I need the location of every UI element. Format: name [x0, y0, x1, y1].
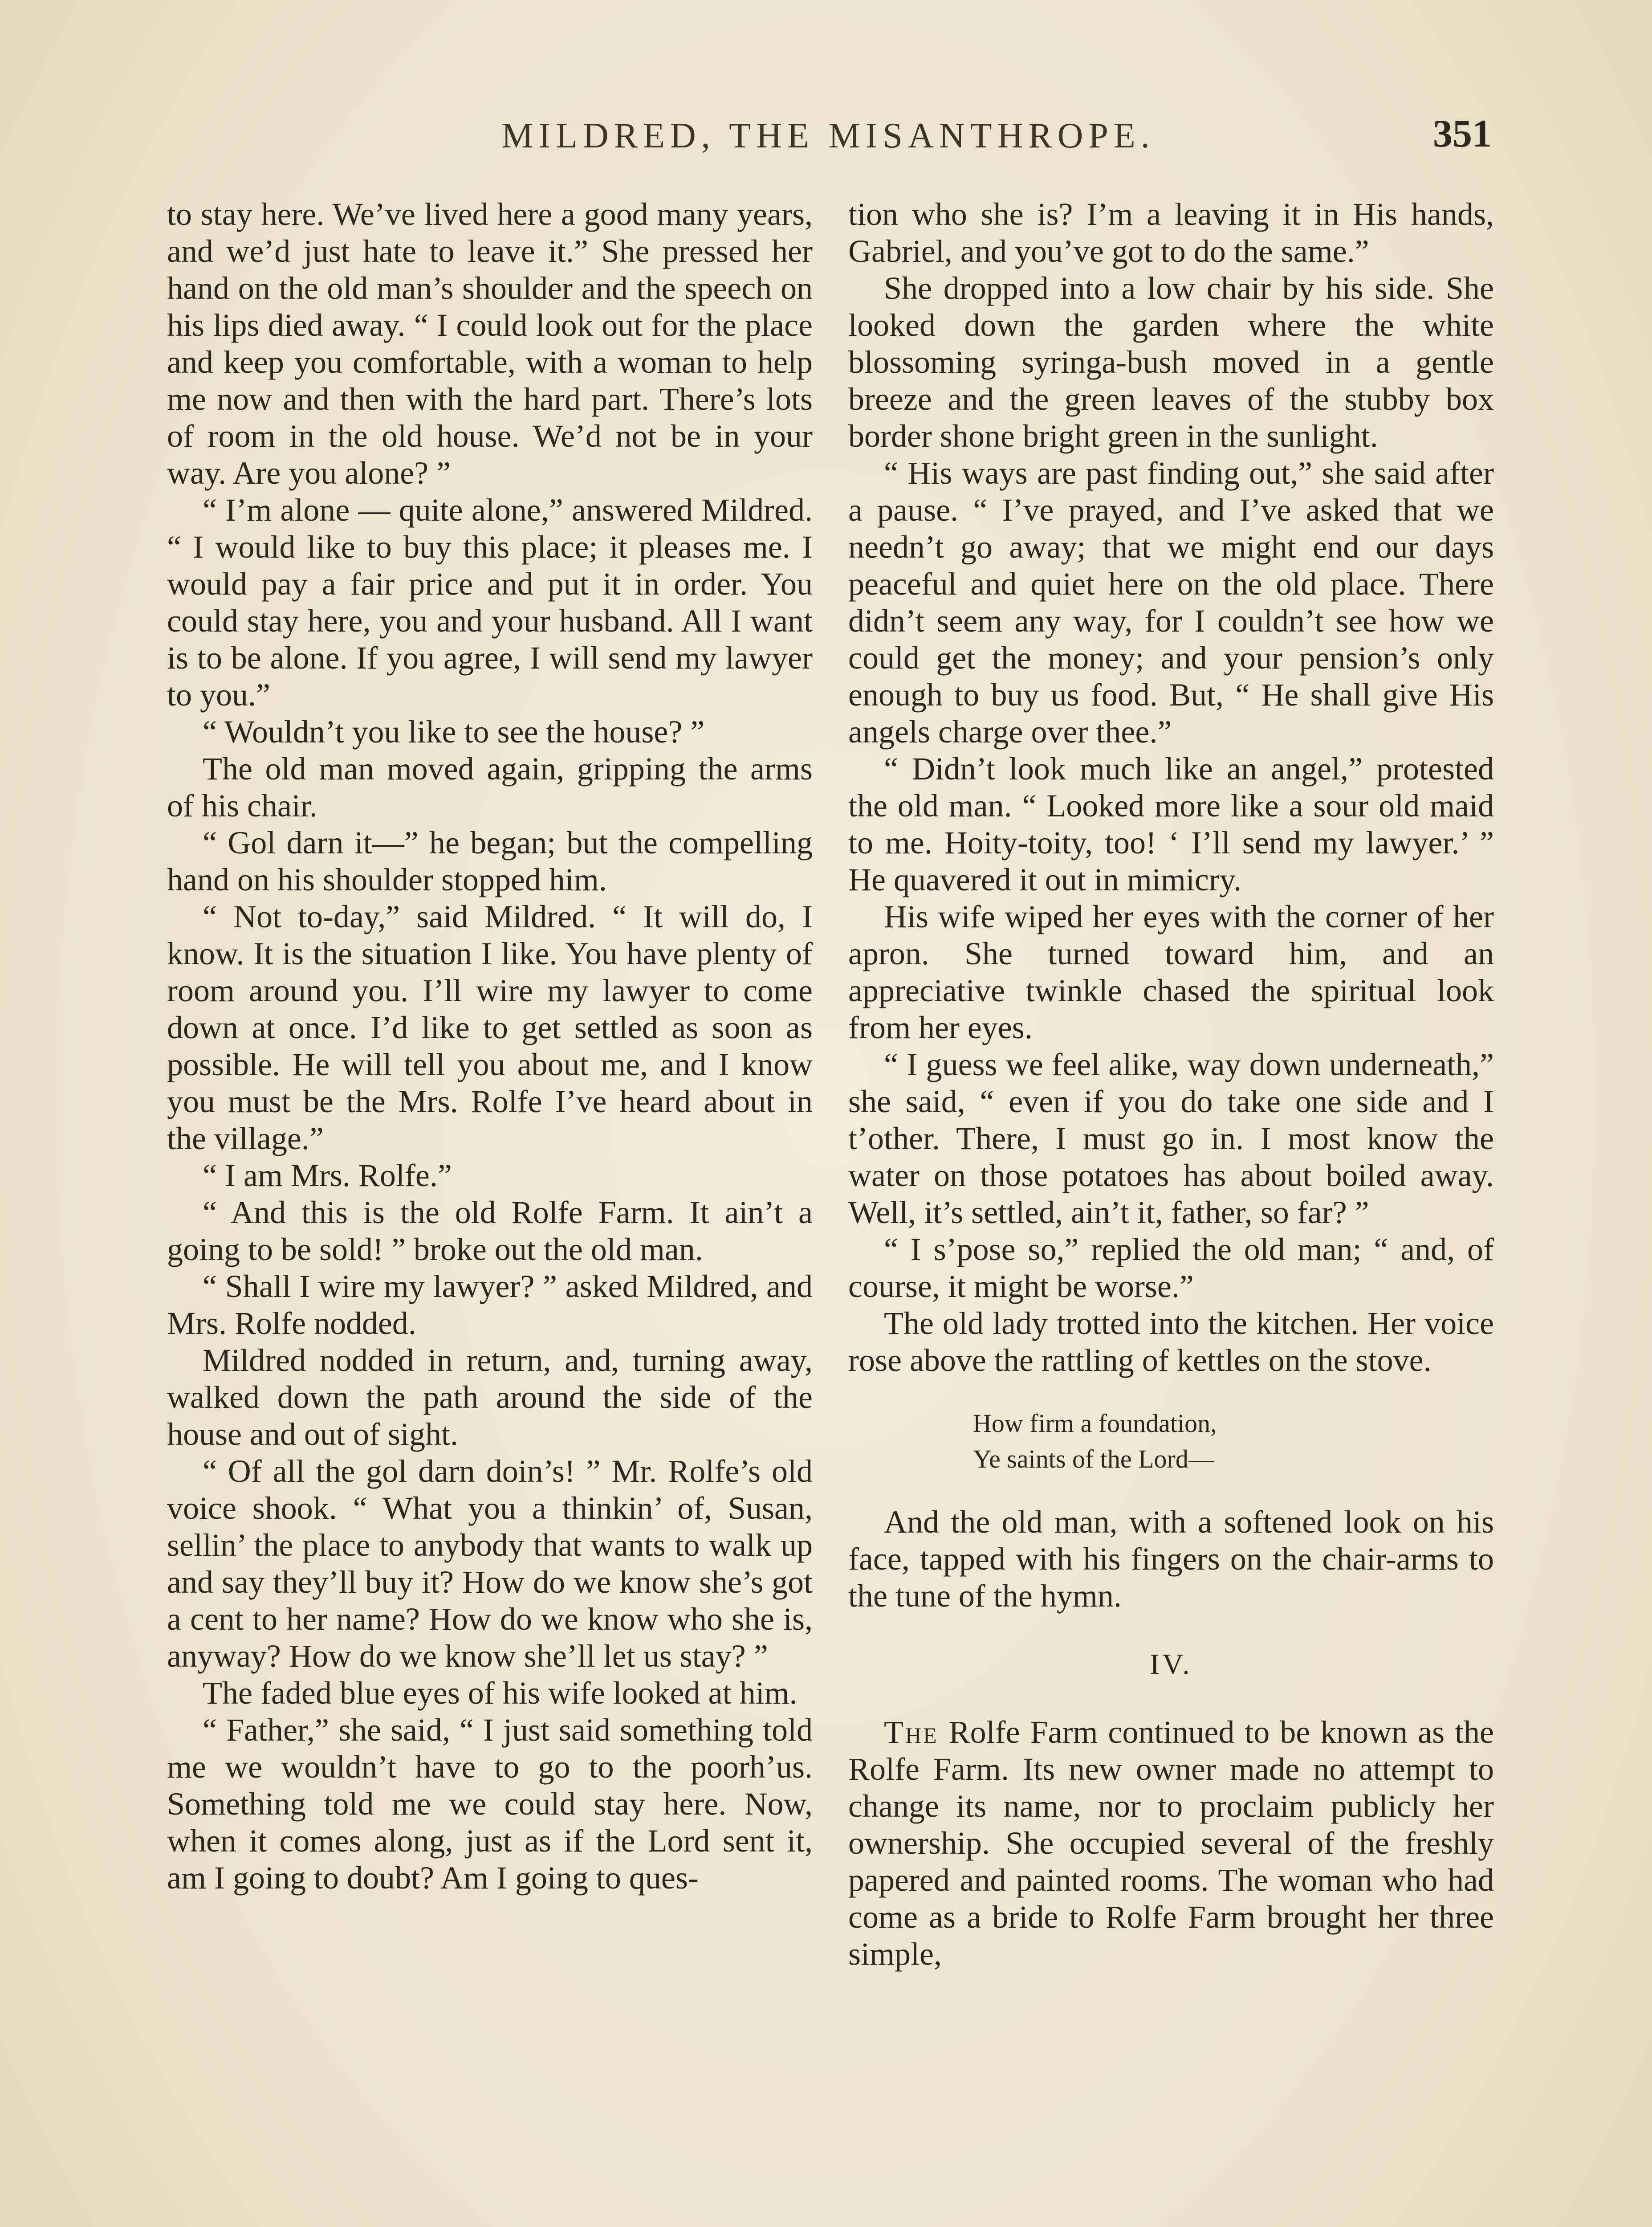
section-opening-paragraph — [848, 1714, 1494, 1973]
paragraph: “ Father,” she said, “ I just said something told me we wouldn’t have to go to the poorh’us. Something told me we could stay here. Now, when it comes along, just as if the Lord sent it, am I going to doubt? Am I going to ques- — [167, 1712, 813, 1896]
paragraph: “ I guess we feel alike, way down underneath,” she said, “ even if you do take one side and I t’other. There, I must go in. I most know the water on those potatoes has about boiled away. Well, it’s settled, ain’t it, father, so far? ” — [848, 1047, 1494, 1230]
running-title: MILDRED, THE MISANTHROPE. — [501, 116, 1155, 155]
page-header — [165, 111, 1492, 165]
paragraph: The old man moved again, gripping the arms of his chair. — [167, 751, 813, 824]
paragraph: “ Shall I wire my lawyer? ” asked Mildred, and Mrs. Rolfe nodded. — [167, 1268, 813, 1341]
paragraph: And the old man, with a softened look on his face, tapped with his fingers on the chair-arms to the tune of the hymn. — [848, 1504, 1494, 1614]
paragraph-text: Rolfe Farm continued to be known as the Rolfe Farm. Its new owner made no attempt to change its name, nor to proclaim publicly her ownership. She occupied several of the freshly papered and painted rooms. The woman who had come as a bride to Rolfe Farm brought her three simple, — [848, 1714, 1494, 1972]
paragraph: “ Didn’t look much like an angel,” protested the old man. “ Looked more like a sour old maid to me. Hoity-toity, too! ‘ I’ll send my lawyer.’ ” He quavered it out in mimicry. — [848, 751, 1494, 897]
paragraph: Mildred nodded in return, and, turning away, walked down the path around the side of the house and out of sight. — [167, 1342, 813, 1452]
hymn-verse — [973, 1406, 1494, 1477]
verse-line: How firm a foundation, — [973, 1409, 1217, 1438]
paragraph: The old lady trotted into the kitchen. Her voice rose above the rattling of kettles on the stove. — [848, 1305, 1494, 1378]
paragraph: His wife wiped her eyes with the corner of her apron. She turned toward him, and an appreciative twinkle chased the spiritual look from her eyes. — [848, 899, 1494, 1045]
paragraph: “ His ways are past finding out,” she said after a pause. “ I’ve prayed, and I’ve asked that we needn’t go away; that we might end our days peaceful and quiet here on the old place. There didn’t seem any way, for I couldn’t see how we could get the money; and your pension’s only enough to buy us food. But, “ He shall give His angels charge over thee.” — [848, 455, 1494, 750]
paragraph: “ Wouldn’t you like to see the house? ” — [203, 714, 705, 750]
paragraph: The faded blue eyes of his wife looked at him. — [203, 1675, 798, 1711]
paragraph: “ Not to-day,” said Mildred. “ It will do, I know. It is the situation I like. You have plenty of room around you. I’ll wire my lawyer to come down at once. I’d like to get settled as soon as possible. He will tell you about me, and I know you must be the Mrs. Rolfe I’ve heard about in the village.” — [167, 899, 813, 1156]
section-heading: IV. — [1150, 1648, 1192, 1680]
paragraph: “ I’m alone — quite alone,” answered Mildred. “ I would like to buy this place; it pleases me. I would pay a fair price and put it in order. You could stay here, you and your husband. All I want is to be alone. If you agree, I will send my lawyer to you.” — [167, 492, 813, 713]
paragraph: “ Gol darn it—” he began; but the compelling hand on his shoulder stopped him. — [167, 825, 813, 897]
paragraph: to stay here. We’ve lived here a good many years, and we’d just hate to leave it.” She pressed her hand on the old man’s shoulder and the speech on his lips died away. “ I could look out for the place and keep you comfortable, with a woman to help me now and then with the hard part. There’s lots of room in the old house. We’d not be in your way. Are you alone? ” — [167, 196, 813, 491]
right-column — [848, 196, 1494, 1973]
paragraph: She dropped into a low chair by his side. She looked down the garden where the white blossoming syringa-bush moved in a gentle breeze and the green leaves of the stubby box border shone bright green in the sunlight. — [848, 270, 1494, 454]
paragraph: “ And this is the old Rolfe Farm. It ain’t a going to be sold! ” broke out the old man. — [167, 1195, 813, 1267]
paragraph: tion who she is? I’m a leaving it in His hands, Gabriel, and you’ve got to do the same.” — [848, 196, 1494, 269]
left-column — [167, 196, 813, 1897]
verse-line: Ye saints of the Lord— — [973, 1444, 1214, 1473]
paragraph: “ I s’pose so,” replied the old man; “ and, of course, it might be worse.” — [848, 1232, 1494, 1304]
page-number: 351 — [1433, 112, 1492, 155]
paragraph: “ Of all the gol darn doin’s! ” Mr. Rolfe’s old voice shook. “ What you a thinkin’ of, Susan, sellin’ the place to anybody that wants to walk up and say they’ll buy it? How do we know she’s got a cent to her name? How do we know who she is, anyway? How do we know she’ll let us stay? ” — [167, 1453, 813, 1674]
smallcaps-lead-word: The — [884, 1714, 939, 1750]
paragraph: “ I am Mrs. Rolfe.” — [203, 1158, 452, 1193]
